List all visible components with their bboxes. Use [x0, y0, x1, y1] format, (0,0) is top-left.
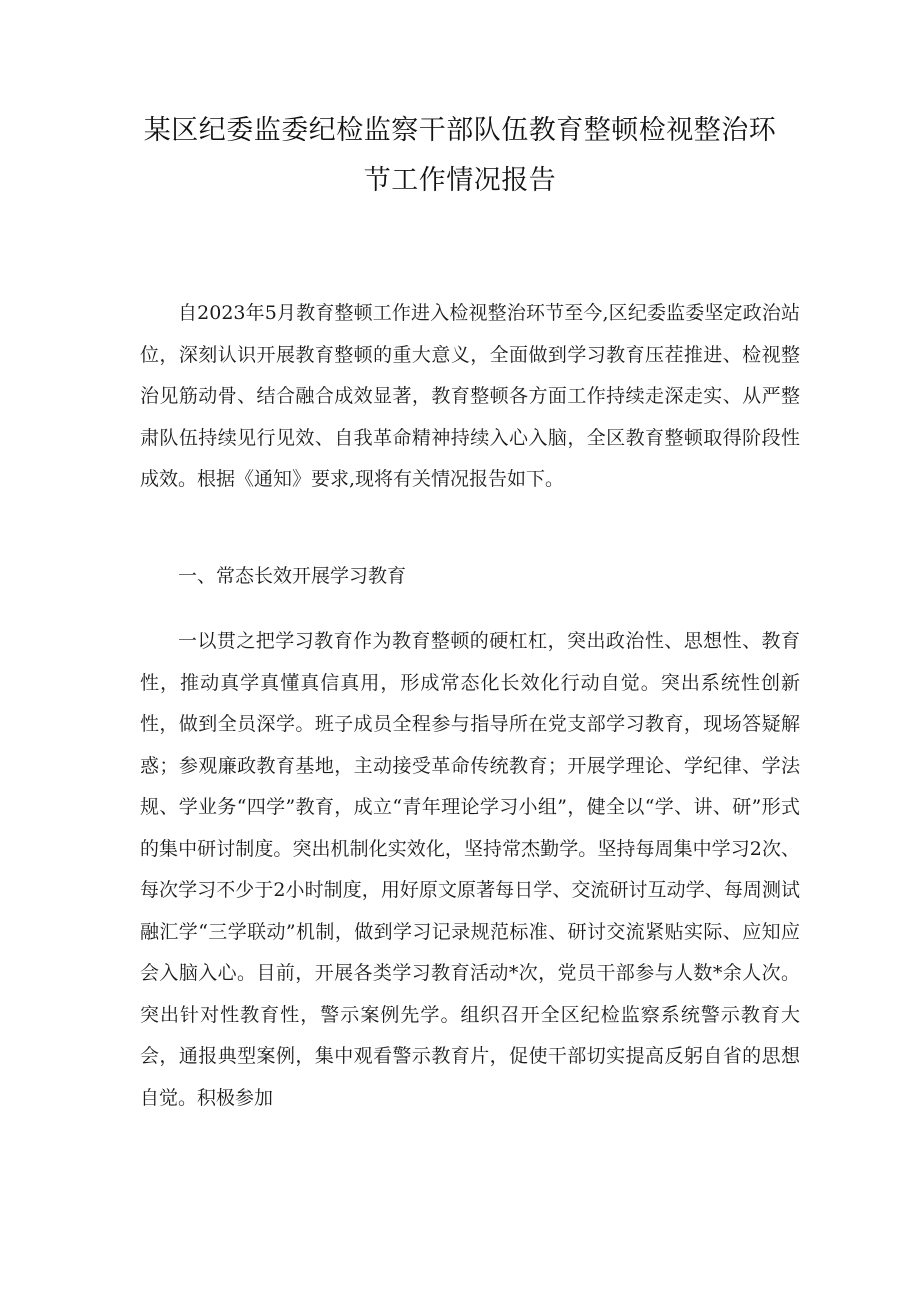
title-line-1: 某区纪委监委纪检监察干部队伍教育整顿检视整治环 [143, 115, 777, 146]
title-line-2: 节工作情况报告 [363, 165, 557, 196]
section-heading-1: 一、常态长效开展学习教育 [178, 565, 407, 587]
intro-paragraph: 自2023年5月教育整顿工作进入检视整治环节至今,区纪委监委坚定政治站位，深刻认识开展教育整顿的重大意义，全面做到学习教育压茬推进、检视整治见筋动骨、结合融合成效显著，教育整顿各方面工作持续走深走实、从严整肃队伍持续见行见效、自我革命精神持续入心入脑，全区教育整顿取得阶段性成效。根据《通知》要求,现将有关情况报告如下。 [140, 302, 800, 490]
document-title [110, 106, 810, 206]
section-1-paragraph: 一以贯之把学习教育作为教育整顿的硬杠杠，突出政治性、思想性、教育性，推动真学真懂真信真用，形成常态化长效化行动自觉。突出系统性创新性，做到全员深学。班子成员全程参与指导所在党支部学习教育，现场答疑解惑；参观廉政教育基地，主动接受革命传统教育；开展学理论、学纪律、学法规、学业务“四学”教育，成立“青年理论学习小组”，健全以“学、讲、研”形式的集中研讨制度。突出机制化实效化，坚持常杰勤学。坚持每周集中学习2次、每次学习不少于2小时制度，用好原文原著每日学、交流研讨互动学、每周测试融汇学“三学联动”机制，做到学习记录规范标准、研讨交流紧贴实际、应知应会入脑入心。目前，开展各类学习教育活动*次，党员干部参与人数*余人次。突出针对性教育性，警示案例先学。组织召开全区纪检监察系统警示教育大会，通报典型案例，集中观看警示教育片，促使干部切实提高反躬自省的思想自觉。积极参加 [140, 630, 800, 1109]
